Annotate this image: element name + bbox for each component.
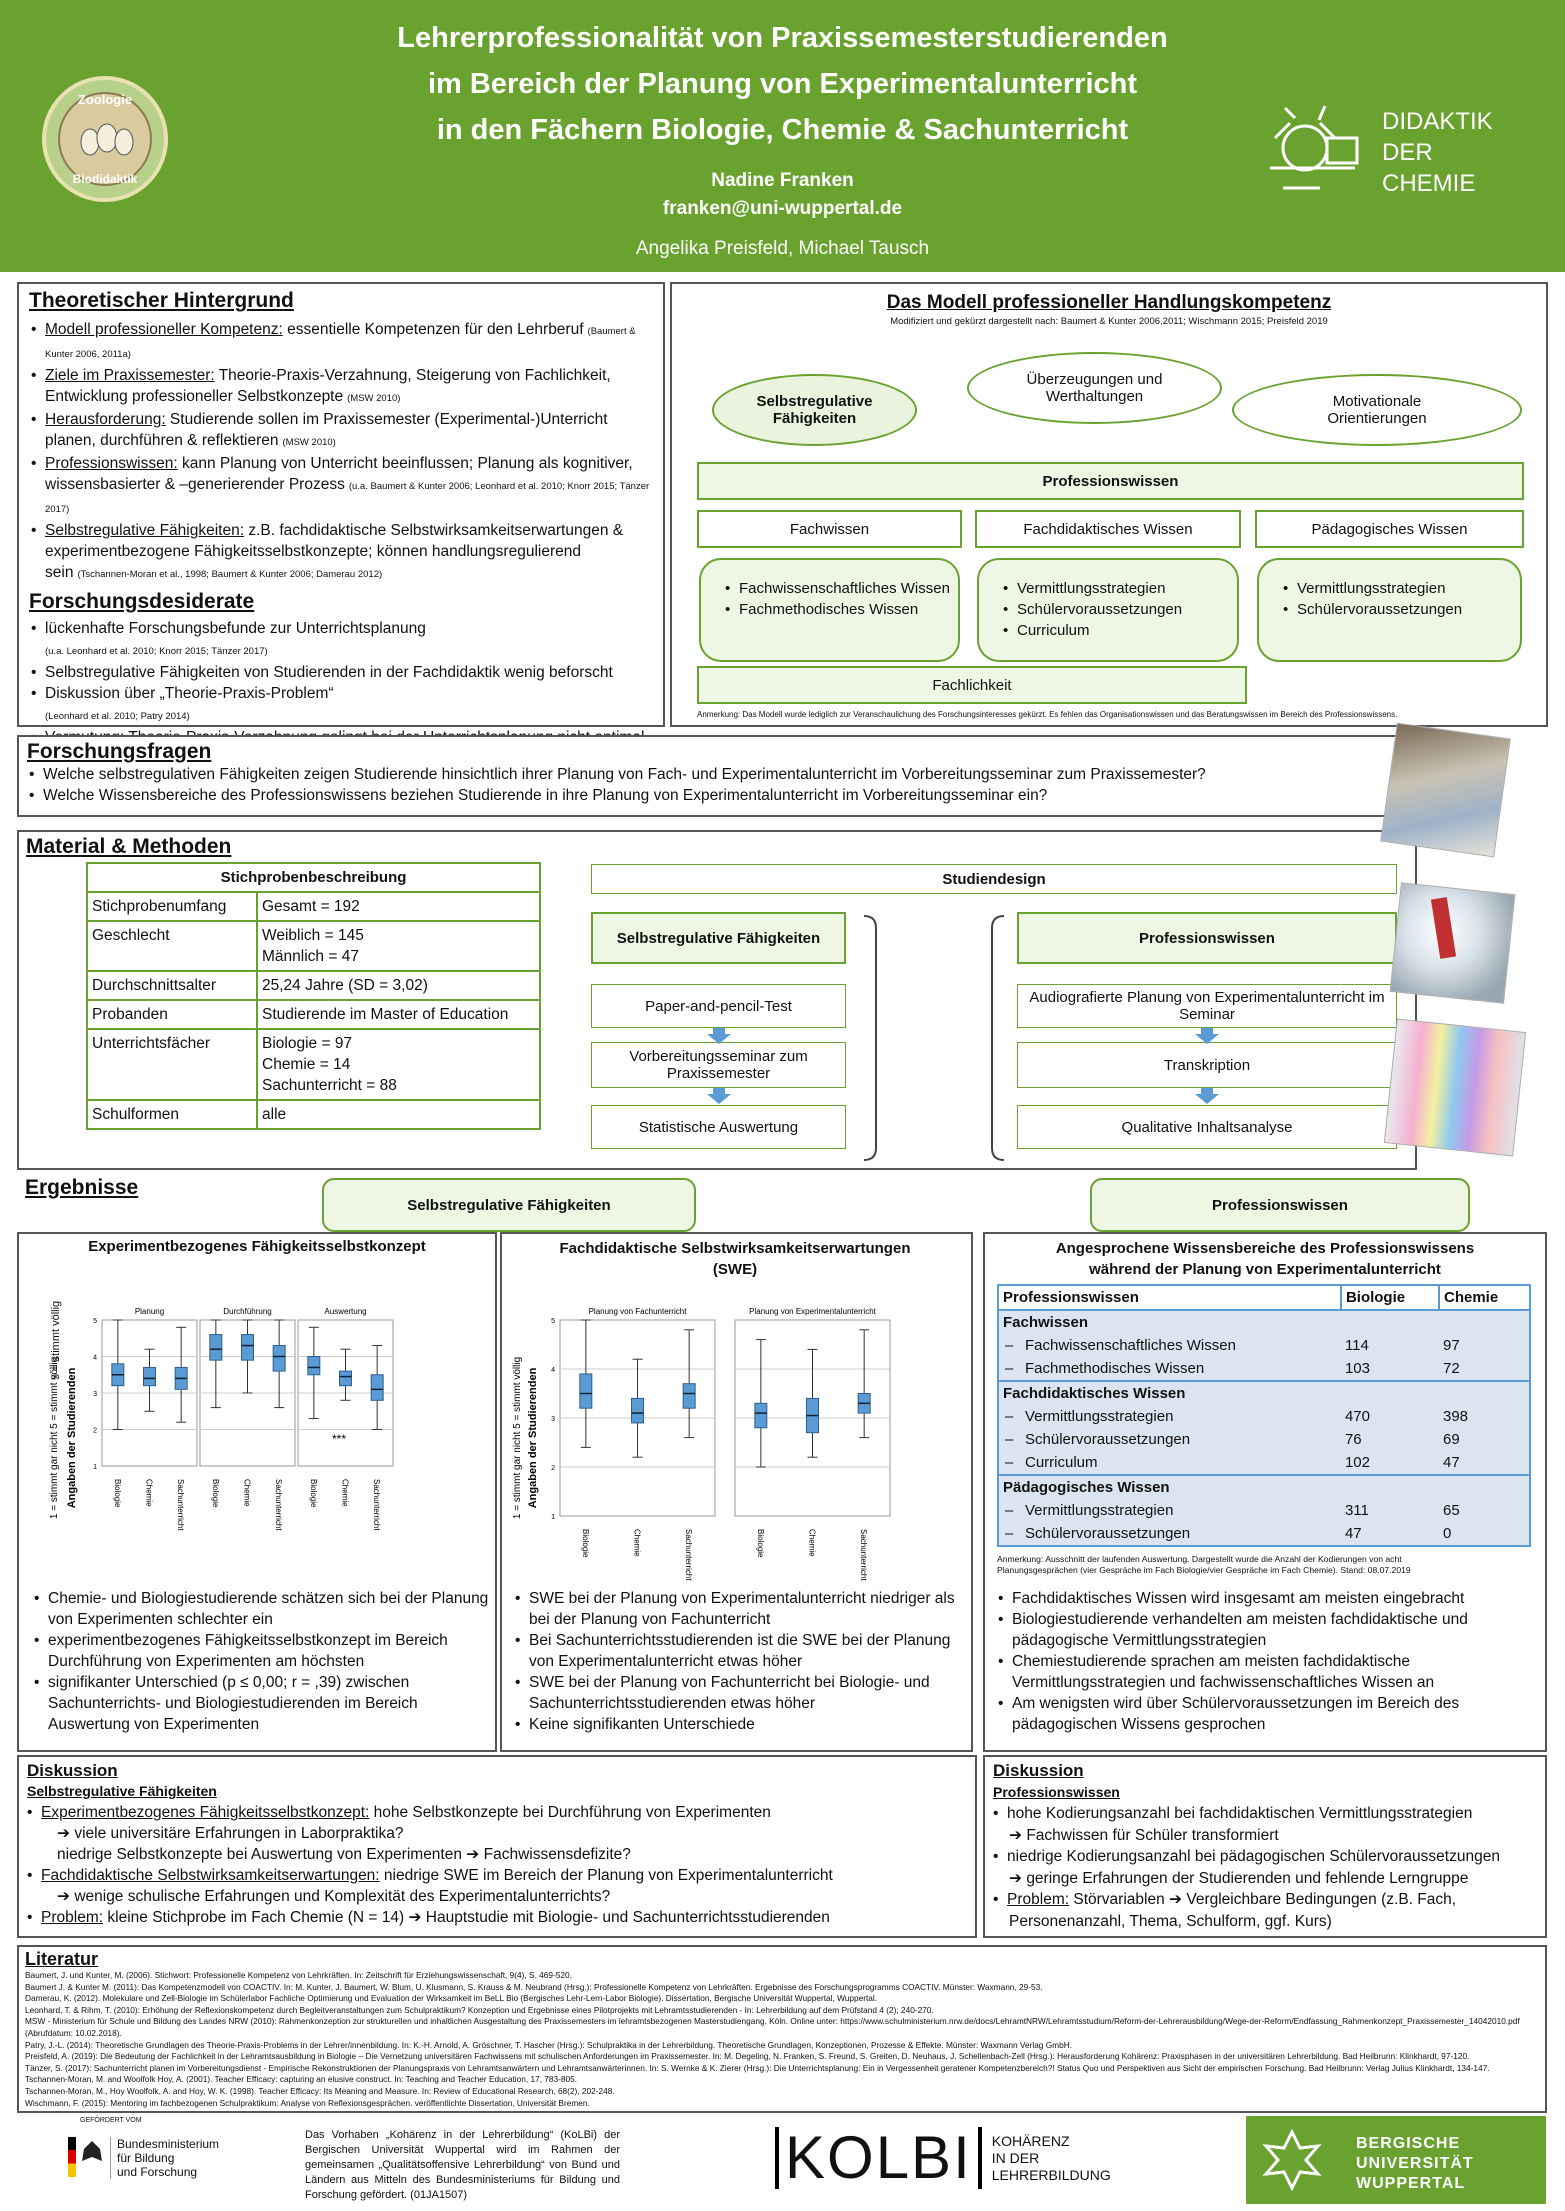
- reference-item: Preisfeld, A. (2019): Die Bedeutung der Fachlichkeit in der Lehramtsausbildung in Biologie – Die Vernetzung universitären Fachwissens mit schulischen Anforderungen im Praxissemester. In: M. Degeling, N. Franken, S. Freund, S. Greiten, D. Neuhaus, J. Schellenbach-Zell (Hrsg.): Herausforderung Kohärenz: Praxisphasen in der universitären Lehrerbildung. Bad Heilbrunn: Klinkhardt, 97-120.: [25, 2051, 1470, 2062]
- result-bullet: • Am wenigsten wird über Schülervoraussetzungen im Bereich des pädagogischen Wissens gesprochen: [996, 1693, 1541, 1735]
- y-axis-label-mid: Angaben der Studierenden: [66, 1367, 78, 1509]
- reference-list: [25, 1970, 1539, 2109]
- buw-leaf-icon: [1260, 2128, 1324, 2192]
- y-tick-label: 1: [551, 1514, 555, 1521]
- header: [0, 0, 1565, 272]
- question-item: • Welche selbstregulativen Fähigkeiten zeigen Studierende hinsichtlich ihrer Planung von Fach- und Experimentalunterricht im Vorbereitungsseminar zum Praxissemester?: [27, 764, 1407, 785]
- x-tick-label: Chemie: [632, 1529, 642, 1557]
- arrow-icon: ➔: [466, 1846, 480, 1863]
- model-item: • Fachmethodisches Wissen: [723, 599, 958, 620]
- sample-row: Stichprobenumfang Gesamt = 192: [87, 892, 540, 921]
- design-right-step: Transkription: [1017, 1042, 1397, 1088]
- result-bullet: • SWE bei der Planung von Experimentalunterricht niedriger als bei der Planung von Fachunterricht: [513, 1588, 971, 1630]
- discussion-left: Diskussion Selbstregulative Fähigkeiten • Experimentbezogenes Fähigkeitsselbstkonzept: hohe Selbstkonzepte bei Durchführung von Experimenten ➔ viele universitäre Erfahrungen in Laborpraktika? niedrige Selbstkonzepte bei Auswertung von Experimenten ➔ Fachwissensdefizite? • Fachdidaktische Selbstwirksamkeitserwartungen: niedrige SWE im Bereich der Planung von Experimentalunterricht ➔ wenige schulische Erfahrungen und Komplexität des Experimentalunterrichts? • Problem: kleine Stichprobe im Fach Chemie (N = 14) ➔ Hauptstudie mit Biologie- und Sachunterrichtsstudierenden: [17, 1755, 977, 1938]
- x-tick-label: Sachunterricht: [274, 1479, 284, 1531]
- funding-text: Das Vorhaben „Kohärenz in der Lehrerbildung“ (KoLBi) der Bergischen Universität Wuppertal wird im Rahmen der gemeinsamen „Qualitätsoffensive Lehrerbildung“ von Bund und Ländern aus Mitteln des Bundesministeriums für Bildung und Forschung gefördert. (01JA1507): [305, 2129, 620, 2201]
- buw-logo: BERGISCHE UNIVERSITÄT WUPPERTAL: [1246, 2116, 1546, 2204]
- knowledge-title: Angesprochene Wissensbereiche des Professionswissens während der Planung von Experimentalunterricht: [1055, 1240, 1475, 1278]
- panel-title: Durchführung: [223, 1307, 272, 1316]
- sample-row: Unterrichtsfächer Biologie = 97 Chemie = 14 Sachunterricht = 88: [87, 1029, 540, 1100]
- reference-item: MSW - Ministerium für Schule und Bildung des Landes NRW (2010): Rahmenkonzeption zur strukturellen und inhaltlichen Ausgestaltung des Praxissemesters im lehramtsbezogenen Masterstudiengang. Köln. Online unter: https://www.schulministerium.nrw.de/docs/LehramtNRW/Lehramtsstudium/Reform-der-Lehrerausbildung/Wege-der-Reform/Endfassung_Rahmenkonzept_Praxissemester_14042010.pdf (Abrufdatum: 10.02.2018).: [25, 2016, 1520, 2038]
- box: [580, 1374, 592, 1408]
- table-row: Schülervoraussetzungen – 76 69: [998, 1428, 1530, 1451]
- tab-professionswissen: Professionswissen: [1090, 1178, 1470, 1232]
- sample-row: Durchschnittsalter 25,24 Jahre (SD = 3,02): [87, 971, 540, 1000]
- model-col-header: Fachwissen: [697, 510, 962, 548]
- sample-row: Probanden Studierende im Master of Education: [87, 1000, 540, 1029]
- y-tick-label: 1: [93, 1464, 97, 1471]
- sample-row: Schulformen alle: [87, 1100, 540, 1129]
- questions-title: Forschungsfragen: [27, 740, 212, 763]
- y-tick-label: 3: [551, 1416, 555, 1423]
- model-item: • Fachwissenschaftliches Wissen: [723, 578, 958, 599]
- arrow-icon: ➔: [408, 1909, 422, 1926]
- coauthors: Angelika Preisfeld, Michael Tausch: [635, 238, 930, 259]
- x-tick-label: Chemie: [242, 1479, 252, 1507]
- arrow-icon: ➔: [57, 1825, 70, 1842]
- model-col-header: Pädagogisches Wissen: [1255, 510, 1524, 548]
- dash-marker: –: [1005, 1431, 1014, 1448]
- table-row: Vermittlungsstrategien – 311 65: [998, 1499, 1530, 1522]
- professionswissen-bar: Professionswissen: [697, 462, 1524, 500]
- dash-marker: –: [1005, 1360, 1014, 1377]
- table-row: Curriculum – 102 47: [998, 1451, 1530, 1475]
- chart2-boxplots: [500, 1258, 973, 1588]
- table-header-row: Professionswissen Biologie Chemie: [998, 1285, 1530, 1310]
- box: [242, 1335, 254, 1361]
- x-tick-label: Sachunterricht: [684, 1529, 694, 1581]
- arrow-down-icon: [1195, 1088, 1219, 1104]
- table-group-row: Fachdidaktisches Wissen: [998, 1381, 1530, 1405]
- question-item: • Welche Wissensbereiche des Professionswissens beziehen Studierende in ihre Planung von Experimentalunterricht im Vorbereitungsseminar ein?: [27, 785, 1407, 806]
- result-bullet: • Biologiestudierende verhandelten am meisten fachdidaktische und pädagogische Vermittlungsstrategien: [996, 1609, 1541, 1651]
- sample-table: Stichprobenbeschreibung Stichprobenumfang Gesamt = 192 Geschlecht Weiblich = 145 Männlich = 47 Durchschnittsalter 25,24 Jahre (SD = 3,02) Probanden Studierende im Master of Education Unterrichtsfächer Biologie = 97 Chemie = 14 Sachunterricht = 88 Schulformen alle: [86, 862, 541, 1130]
- poster-title-line-1: Lehrerprofessionalität von Praxissemesterstudierenden: [397, 22, 1168, 54]
- results-title: Ergebnisse: [25, 1176, 139, 1199]
- chart1-ylabel: 5 = stimmt völlig: [50, 1300, 62, 1380]
- knowledge-bullets: [996, 1588, 1541, 1735]
- photo-test-tubes: [1384, 1019, 1526, 1157]
- y-tick-label: 3: [93, 1391, 97, 1398]
- knowledge-table: [997, 1284, 1531, 1547]
- chart1-boxplots: [17, 1258, 497, 1588]
- y-tick-label: 5: [93, 1318, 97, 1325]
- chart1-title: Experimentbezogenes Fähigkeitsselbstkonzept: [88, 1238, 426, 1255]
- y-axis-label: 1 = stimmt gar nicht 5 = stimmt völlig: [512, 1356, 523, 1520]
- table-group-row: Fachwissen: [998, 1310, 1530, 1334]
- model-item: • Schülervoraussetzungen: [1281, 599, 1520, 620]
- theory-item: • Professionswissen: kann Planung von Unterricht beeinflussen; Planung als kognitiver, wissensbasierter & –generierender Prozess (u.a. Baumert & Kunter 2006; Leonhard et al. 2010; Knorr 2015; Tänzer 2017): [29, 453, 653, 520]
- arrow-icon: ➔: [1169, 1891, 1183, 1908]
- table-row: Fachwissenschaftliches Wissen – 114 97: [998, 1334, 1530, 1357]
- photo-ph-meter: [1390, 882, 1516, 1003]
- design-right-head: Professionswissen: [1017, 912, 1397, 964]
- theory-item: • Selbstregulative Fähigkeiten: z.B. fachdidaktische Selbstwirksamkeitserwartungen & experimentbezogene Fähigkeitsselbstkonzepte; können handlungsregulierend sein (Tschannen-Moran et al., 1998; Baumert & Kunter 2006; Damerau 2012): [29, 520, 653, 585]
- ueberzeugungen-ellipse: Überzeugungen und Werthaltungen: [967, 352, 1222, 424]
- table-row: Vermittlungsstrategien – 470 398: [998, 1405, 1530, 1428]
- y-tick-label: 2: [551, 1465, 555, 1472]
- literature-title: Literatur: [25, 1949, 99, 1969]
- model-item: • Schülervoraussetzungen: [1001, 599, 1237, 620]
- table-row: Schülervoraussetzungen – 47 0: [998, 1522, 1530, 1546]
- model-note: Anmerkung: Das Modell wurde lediglich zur Veranschaulichung des Forschungsinteresses gekürzt. Es fehlen das Organisationswissen und das Beratungswissen im Bereich des Professionswissens.: [697, 710, 1398, 719]
- y-tick-label: 4: [93, 1354, 97, 1362]
- y-axis-label: 1 = stimmt gar nicht 5 = stimmt völlig: [49, 1356, 60, 1520]
- model-col-items: [1257, 558, 1522, 662]
- chart1-bullets: [32, 1588, 492, 1735]
- result-bullet: • Keine signifikanten Unterschiede: [513, 1714, 971, 1735]
- x-tick-label: Sachunterricht: [176, 1479, 186, 1531]
- model-item: • Vermittlungsstrategien: [1281, 578, 1520, 599]
- dash-marker: –: [1005, 1337, 1014, 1354]
- kolbi-logo: KOLBI KOHÄRENZ IN DER LEHRERBILDUNG: [775, 2118, 1111, 2198]
- reference-item: Baumert J. & Kunter M. (2011): Das Kompetenzmodell von COACTIV. In: M. Kunter, J. Baumert, W. Blum, U. Klusmann, S. Krauss & M. Neubrand (Hrsg.): Professionelle Kompetenz von Lehrkräften. Ergebnisse des Forschungsprogramms COACTIV. Münster: Waxmann, 29-53.: [25, 1981, 1043, 1992]
- arrow-icon: ➔: [1009, 1869, 1022, 1887]
- desiderata-title: Forschungsdesiderate: [29, 590, 255, 613]
- design-left-step: Paper-and-pencil-Test: [591, 984, 846, 1028]
- arrow-down-icon: [707, 1028, 731, 1044]
- didaktik-chemie-icon: [1265, 98, 1375, 208]
- theory-item: • Modell professioneller Kompetenz: essentielle Kompetenzen für den Lehrberuf (Baumert & Kunter 2006, 2011a): [29, 319, 653, 365]
- design-left-step: Vorbereitungsseminar zum Praxissemester: [591, 1042, 846, 1088]
- y-tick-label: 2: [93, 1427, 97, 1435]
- x-tick-label: Sachunterricht: [859, 1529, 869, 1581]
- box: [273, 1346, 285, 1372]
- result-bullet: • Chemie- und Biologiestudierende schätzen sich bei der Planung von Experimenten schlechter ein: [32, 1588, 492, 1630]
- arrow-down-icon: [707, 1088, 731, 1104]
- y-axis-label-mid: Angaben der Studierenden: [527, 1367, 539, 1509]
- chart2-bullets: [513, 1588, 971, 1735]
- desiderata-item: • Diskussion über „Theorie-Praxis-Problem“ (Leonhard et al. 2010; Patry 2014): [29, 683, 653, 727]
- dash-marker: –: [1005, 1454, 1014, 1471]
- reference-item: Tänzer, S. (2017): Sachunterricht planen im Vorbereitungsdienst - Empirische Rekonstruktionen der Planungspraxis von Lehramtsanwärtern und Lehramtsanwärterinnen. In: S. Wernke & K. Zierer (Hrsg.): Die Unterrichtsplanung: Ein in Vergessenheit geratener Kompetenzbereich?! Status Quo und Perspektiven aus Sicht der empirischen Forschung. Bad Heilbrunn: Verlag Julius Klinkhardt, 134-147.: [25, 2062, 1490, 2073]
- model-col-items: [699, 558, 960, 662]
- poster-title-line-2: im Bereich der Planung von Experimentalunterricht: [427, 68, 1138, 100]
- y-tick-label: 5: [551, 1318, 555, 1325]
- questions-box: [17, 735, 1417, 817]
- x-tick-label: Biologie: [308, 1479, 318, 1508]
- author-name: Nadine Franken: [711, 170, 854, 191]
- reference-item: Leonhard, T. & Rihm, T. (2010): Erhöhung der Reflexionskompetenz durch Begleitveranstaltungen zum Schulpraktikum? Konzeption und Ergebnisse eines Pilotprojekts mit Lehramtsstudierenden - In: Lehrerbildung auf dem Prüfstand 4 (2); 240-270.: [25, 2004, 934, 2015]
- fachlichkeit-bar: Fachlichkeit: [697, 666, 1247, 704]
- questions-list: [27, 764, 1407, 806]
- x-tick-label: Biologie: [580, 1529, 590, 1558]
- dash-marker: –: [1005, 1502, 1014, 1519]
- design-left-step: Statistische Auswertung: [591, 1105, 846, 1149]
- panel-title: Planung von Fachunterricht: [588, 1307, 687, 1316]
- author-email[interactable]: franken@uni-wuppertal.de: [662, 198, 903, 219]
- y-tick-label: 4: [551, 1367, 555, 1374]
- box: [210, 1335, 222, 1361]
- box: [755, 1403, 767, 1428]
- reference-item: Tschannen-Moran, M. and Woolfolk Hoy, A. (2001). Teacher Efficacy: capturing an elusive construct. In: Teaching and Teacher Education, 17, 783-805.: [25, 2074, 578, 2085]
- result-bullet: • Chemiestudierende sprachen am meisten fachdidaktische Vermittlungsstrategien und fachwissenschaftliches Wissen an: [996, 1651, 1541, 1693]
- box: [632, 1398, 644, 1423]
- panel-title: Planung: [134, 1307, 165, 1316]
- result-bullet: • SWE bei der Planung von Fachunterricht bei Biologie- und Sachunterrichtsstudierenden etwas höher: [513, 1672, 971, 1714]
- result-bullet: • experimentbezogenes Fähigkeitsselbstkonzept im Bereich Durchführung von Experimenten am höchsten: [32, 1630, 492, 1672]
- tab-selbstregulative: Selbstregulative Fähigkeiten: [322, 1178, 696, 1232]
- reference-item: Tschannen-Moran, M., Hoy Woolfolk, A. and Hoy, W. K. (1998). Teacher Efficacy: Its Meaning and Measure. In: Review of Educational Research, 68(2), 202-248.: [25, 2085, 615, 2096]
- arrow-icon: ➔: [57, 1888, 70, 1905]
- didaktik-chemie-logo: DIDAKTIK DER CHEMIE: [1382, 108, 1493, 197]
- methods-title: Material & Methoden: [26, 835, 232, 858]
- selbstregulative-ellipse: Selbstregulative Fähigkeiten: [712, 374, 917, 446]
- result-bullet: • Fachdidaktisches Wissen wird insgesamt am meisten eingebracht: [996, 1588, 1541, 1609]
- result-bullet: • Bei Sachunterrichtsstudierenden ist die SWE bei der Planung von Experimentalunterricht etwas höher: [513, 1630, 971, 1672]
- panel-title: Auswertung: [324, 1307, 367, 1316]
- bmbf-logo: GEFÖRDERT VOM Bundesministerium für Bildung und Forschung: [50, 2115, 250, 2205]
- table-row: Fachmethodisches Wissen – 103 72: [998, 1357, 1530, 1381]
- model-item: • Curriculum: [1001, 620, 1237, 641]
- theory-item: • Ziele im Praxissemester: Theorie-Praxis-Verzahnung, Steigerung von Fachlichkeit, Entwicklung professioneller Selbstkonzepte (MSW 2010): [29, 365, 653, 409]
- model-item: • Vermittlungsstrategien: [1001, 578, 1237, 599]
- significance-marker: ***: [332, 1432, 347, 1446]
- eagle-icon: [80, 2139, 104, 2167]
- x-tick-label: Biologie: [112, 1479, 122, 1508]
- theory-title: Theoretischer Hintergrund: [29, 289, 294, 312]
- dash-marker: –: [1005, 1408, 1014, 1425]
- dash-marker: –: [1005, 1525, 1014, 1542]
- theory-item: • Herausforderung: Studierende sollen im Praxissemester (Experimental-)Unterricht planen, durchführen & reflektieren (MSW 2010): [29, 409, 653, 453]
- desiderata-list: [29, 618, 653, 748]
- model-title: Das Modell professioneller Handlungskompetenz: [886, 292, 1332, 313]
- motivation-ellipse: Motivationale Orientierungen: [1232, 374, 1522, 446]
- model-box: [670, 282, 1548, 727]
- design-right-step: Qualitative Inhaltsanalyse: [1017, 1105, 1397, 1149]
- x-tick-label: Chemie: [340, 1479, 350, 1507]
- studiendesign-header: Studiendesign: [591, 864, 1397, 894]
- reference-item: Baumert, J. und Kunter, M. (2006). Stichwort: Professionelle Kompetenz von Lehrkräften. In: Zeitschrift für Erziehungswissenschaft, 9(4), S. 469-520.: [25, 1970, 572, 1980]
- model-col-items: [977, 558, 1239, 662]
- box: [308, 1357, 320, 1375]
- sample-row: Geschlecht Weiblich = 145 Männlich = 47: [87, 921, 540, 971]
- theory-list: [29, 319, 653, 585]
- desiderata-item: • lückenhafte Forschungsbefunde zur Unterrichtsplanung (u.a. Leonhard et al. 2010; Knorr 2015; Tänzer 2017): [29, 618, 653, 662]
- poster-title-line-3: in den Fächern Biologie, Chemie & Sachunterricht: [436, 114, 1129, 146]
- x-tick-label: Sachunterricht: [372, 1479, 382, 1531]
- table-group-row: Pädagogisches Wissen: [998, 1475, 1530, 1499]
- reference-item: Damerau, K. (2012). Molekulare und Zell-Biologie im Schülerlabor Fachliche Optimierung und Evaluation der Wirksamkeit im BeLL Bio (Bergisches Lehr-Lern-Labor Biologie). Dissertation, Bergische Universität Wuppertal, Wuppertal.: [25, 1993, 878, 2004]
- arrow-down-icon: [1195, 1028, 1219, 1044]
- arrow-icon: ➔: [1009, 1826, 1022, 1844]
- literature-box: [17, 1945, 1547, 2113]
- knowledge-note: Anmerkung: Ausschnitt der laufenden Auswertung. Dargestellt wurde die Anzahl der Kodierungen von acht Planungsgesprächen (vier Gespräche im Fach Biologie/vier Gespräche im Fach Chemie). Stand: 08.07.2019: [997, 1554, 1411, 1575]
- x-tick-label: Biologie: [210, 1479, 220, 1508]
- zoologie-logo: Zoologie Biodidaktik: [42, 76, 168, 202]
- desiderata-item: • Selbstregulative Fähigkeiten von Studierenden in der Fachdidaktik wenig beforscht: [29, 662, 653, 683]
- theory-box: [17, 282, 665, 727]
- x-tick-label: Chemie: [807, 1529, 817, 1557]
- design-right-step: Audiografierte Planung von Experimentalunterricht im Seminar: [1017, 984, 1397, 1028]
- model-col-header: Fachdidaktisches Wissen: [975, 510, 1241, 548]
- x-tick-label: Chemie: [144, 1479, 154, 1507]
- box: [340, 1371, 352, 1386]
- methods-box: [17, 830, 1417, 1170]
- box: [144, 1367, 156, 1385]
- box: [683, 1384, 695, 1409]
- reference-item: Patry, J.-L. (2014): Theoretische Grundlagen des Theorie-Praxis-Problems in der Lehrer/innenbildung. In: K.-H. Arnold, A. Gröschner, T. Hascher (Hrsg.): Schulpraktika in der Lehrerbildung. Theoretische Grundlagen, Konzeptionen, Prozesse & Effekte. Münster: Waxmann Verlag GmbH.: [25, 2039, 1073, 2050]
- x-tick-label: Biologie: [755, 1529, 765, 1558]
- discussion-right: Diskussion Professionswissen • hohe Kodierungsanzahl bei fachdidaktischen Vermittlungsstrategien ➔ Fachwissen für Schüler transformiert • niedrige Kodierungsanzahl bei pädagogischen Schülervoraussetzungen ➔ geringe Erfahrungen der Studierenden und fehlende Lerngruppe • Problem: Störvariablen ➔ Vergleichbare Bedingungen (z.B. Fach, Personenanzahl, Thema, Schulform, ggf. Kurs): [983, 1755, 1547, 1938]
- model-subtitle: Modifiziert und gekürzt dargestellt nach: Baumert & Kunter 2006,2011; Wischmann 2015; Preisfeld 2019: [890, 316, 1328, 327]
- photo-beakers: [1380, 723, 1511, 858]
- panel-title: Planung von Experimentalunterricht: [749, 1307, 876, 1316]
- result-bullet: • signifikanter Unterschied (p ≤ 0,00; r = ,39) zwischen Sachunterrichts- und Biologiestudierenden im Bereich Auswertung von Experimenten: [32, 1672, 492, 1735]
- box: [371, 1375, 383, 1401]
- design-left-head: Selbstregulative Fähigkeiten: [591, 912, 846, 964]
- reference-item: Wischmann, F. (2015): Mentoring im fachbezogenen Schulpraktikum: Analyse von Reflexionsgesprächen. veröffentlichte Dissertation, Universität Bremen.: [25, 2097, 590, 2108]
- chart2-title: Fachdidaktische Selbstwirksamkeitserwartungen (SWE): [559, 1240, 911, 1278]
